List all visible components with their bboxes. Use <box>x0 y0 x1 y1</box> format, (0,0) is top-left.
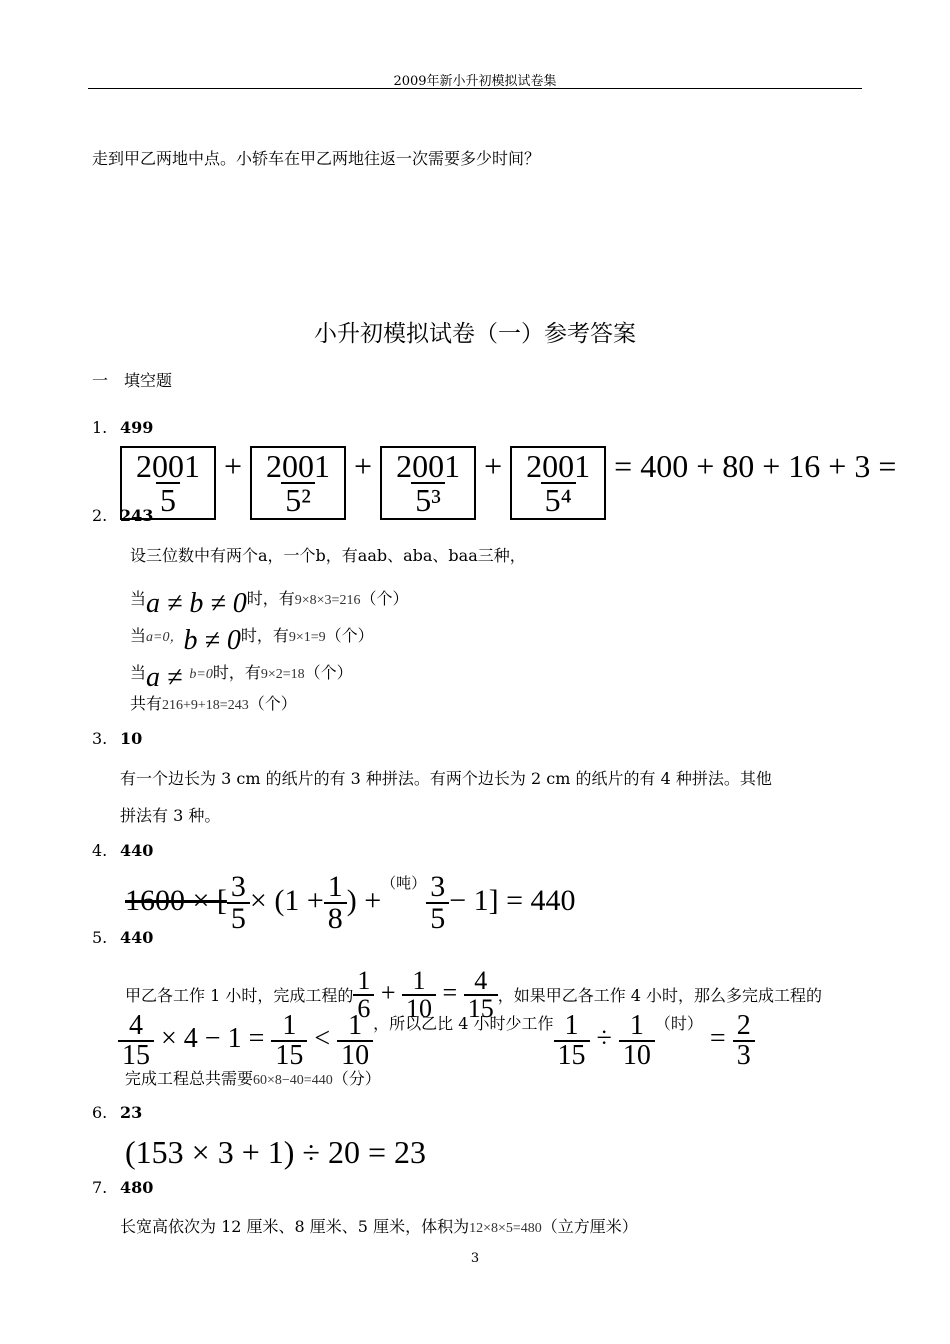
q2-line4: 当a ≠ b=0时，有9×2=18（个） <box>130 662 353 693</box>
q5-answer: 440 <box>120 928 154 947</box>
q2-line2: 当a ≠ b ≠ 0时，有9×8×3=216（个） <box>130 588 409 619</box>
q1-bracket-4: $\frac{2001}{\text{5⁴}}$ <box>510 446 606 520</box>
q5-calc: 60×8−40=440 <box>253 1073 333 1088</box>
q3-number: 3. <box>92 729 108 748</box>
q2-calc-1: 9×8×3=216 <box>294 593 361 608</box>
q2-line3: 当a=0，b ≠ 0时，有9×1=9（个） <box>130 625 374 656</box>
q1-bracket-2: $\frac{2001}{\text{5²}}$ <box>250 446 346 520</box>
q4-equation: 1600 × [ $\frac{3}{5}$ × (1 + $\frac{1}{8}$ ) +$^{(吨)}$ $\frac{3}{5}$ − 1] = 440 <box>125 870 576 935</box>
q1-answer: 499 <box>120 418 154 437</box>
answer-title: 小升初模拟试卷（一）参考答案 <box>314 321 636 347</box>
q6-equation: (153 × 3 + 1) ÷ 20 = 23 <box>125 1134 427 1170</box>
q5-line1: 甲乙各工作 1 小时，完成工程的 $\frac{1}{6}$ + $\frac{1}{10}$ = $\frac{4}{15}$ ，如果甲乙各工作 4 小时，那么多完成工程的 <box>125 966 823 1023</box>
q1-number: 1. <box>92 418 108 437</box>
q1-bracket-3: $\frac{2001}{\text{5³}}$ <box>380 446 476 520</box>
q5-line3: 完成工程总共需要60×8−40=440（分） <box>125 1069 381 1088</box>
q5-number: 5. <box>92 928 108 947</box>
q4-answer: 440 <box>120 841 154 860</box>
q1-equation: $\frac{2001}{5}$ + $\frac{2001}{\text{5²}}$ + $\frac{2001}{\text{5³}}$ + $\frac{2001}{\text{5⁴}}$ = 400 + 80 + 16 + 3 = <box>120 446 896 520</box>
q1-numerator: 2001 <box>136 448 200 484</box>
q7-answer: 480 <box>120 1178 154 1197</box>
q3-answer: 10 <box>120 729 143 748</box>
page-number: 3 <box>470 1251 480 1266</box>
q2-cond-1: a ≠ b ≠ 0 <box>146 588 247 619</box>
q6-number: 6. <box>92 1103 108 1122</box>
q1-denominator: 5 <box>156 482 180 516</box>
continuation-text: 走到甲乙两地中点。小轿车在甲乙两地往返一次需要多少时间？ <box>92 149 541 168</box>
q2-line1: 设三位数中有两个a，一个b，有aab、aba、baa三种， <box>130 546 526 565</box>
q3-line2: 拼法有 3 种。 <box>120 806 221 825</box>
q7-number: 7. <box>92 1178 108 1197</box>
q2-answer: 243 <box>120 506 154 525</box>
q1-rhs: = 400 + 80 + 16 + 3 = <box>614 448 897 484</box>
q2-calc-3: 9×2=18 <box>260 667 305 682</box>
q2-calc-2: 9×1=9 <box>288 630 326 645</box>
q7-calc: 12×8×5=480 <box>469 1221 542 1236</box>
page-header: 2009年新小升初模拟试卷集 <box>393 74 557 89</box>
q6-answer: 23 <box>120 1103 143 1122</box>
header-rule <box>88 88 862 89</box>
q3-line1: 有一个边长为 3 cm 的纸片的有 3 种拼法。有两个边长为 2 cm 的纸片的有 4 种拼法。其他 <box>120 769 772 788</box>
q2-line5: 共有216+9+18=243（个） <box>130 694 297 713</box>
q4-number: 4. <box>92 841 108 860</box>
q2-calc-4: 216+9+18=243 <box>162 698 249 713</box>
section-heading: 一 填空题 <box>92 371 173 390</box>
q2-number: 2. <box>92 506 108 525</box>
q7-line1: 长宽高依次为 12 厘米、8 厘米、5 厘米，体积为12×8×5=480（立方厘米） <box>120 1217 638 1236</box>
q5-line2: $\frac{4}{15}$ × 4 − 1 = $\frac{1}{15}$ < $\frac{1}{10}$ ，所以乙比 4 小时少工作 $\frac{1}{15}$ ÷ $\frac{1}{10}$ （时） = $\frac{2}{3}$ <box>118 1012 755 1070</box>
q1-plus: + <box>224 448 243 484</box>
